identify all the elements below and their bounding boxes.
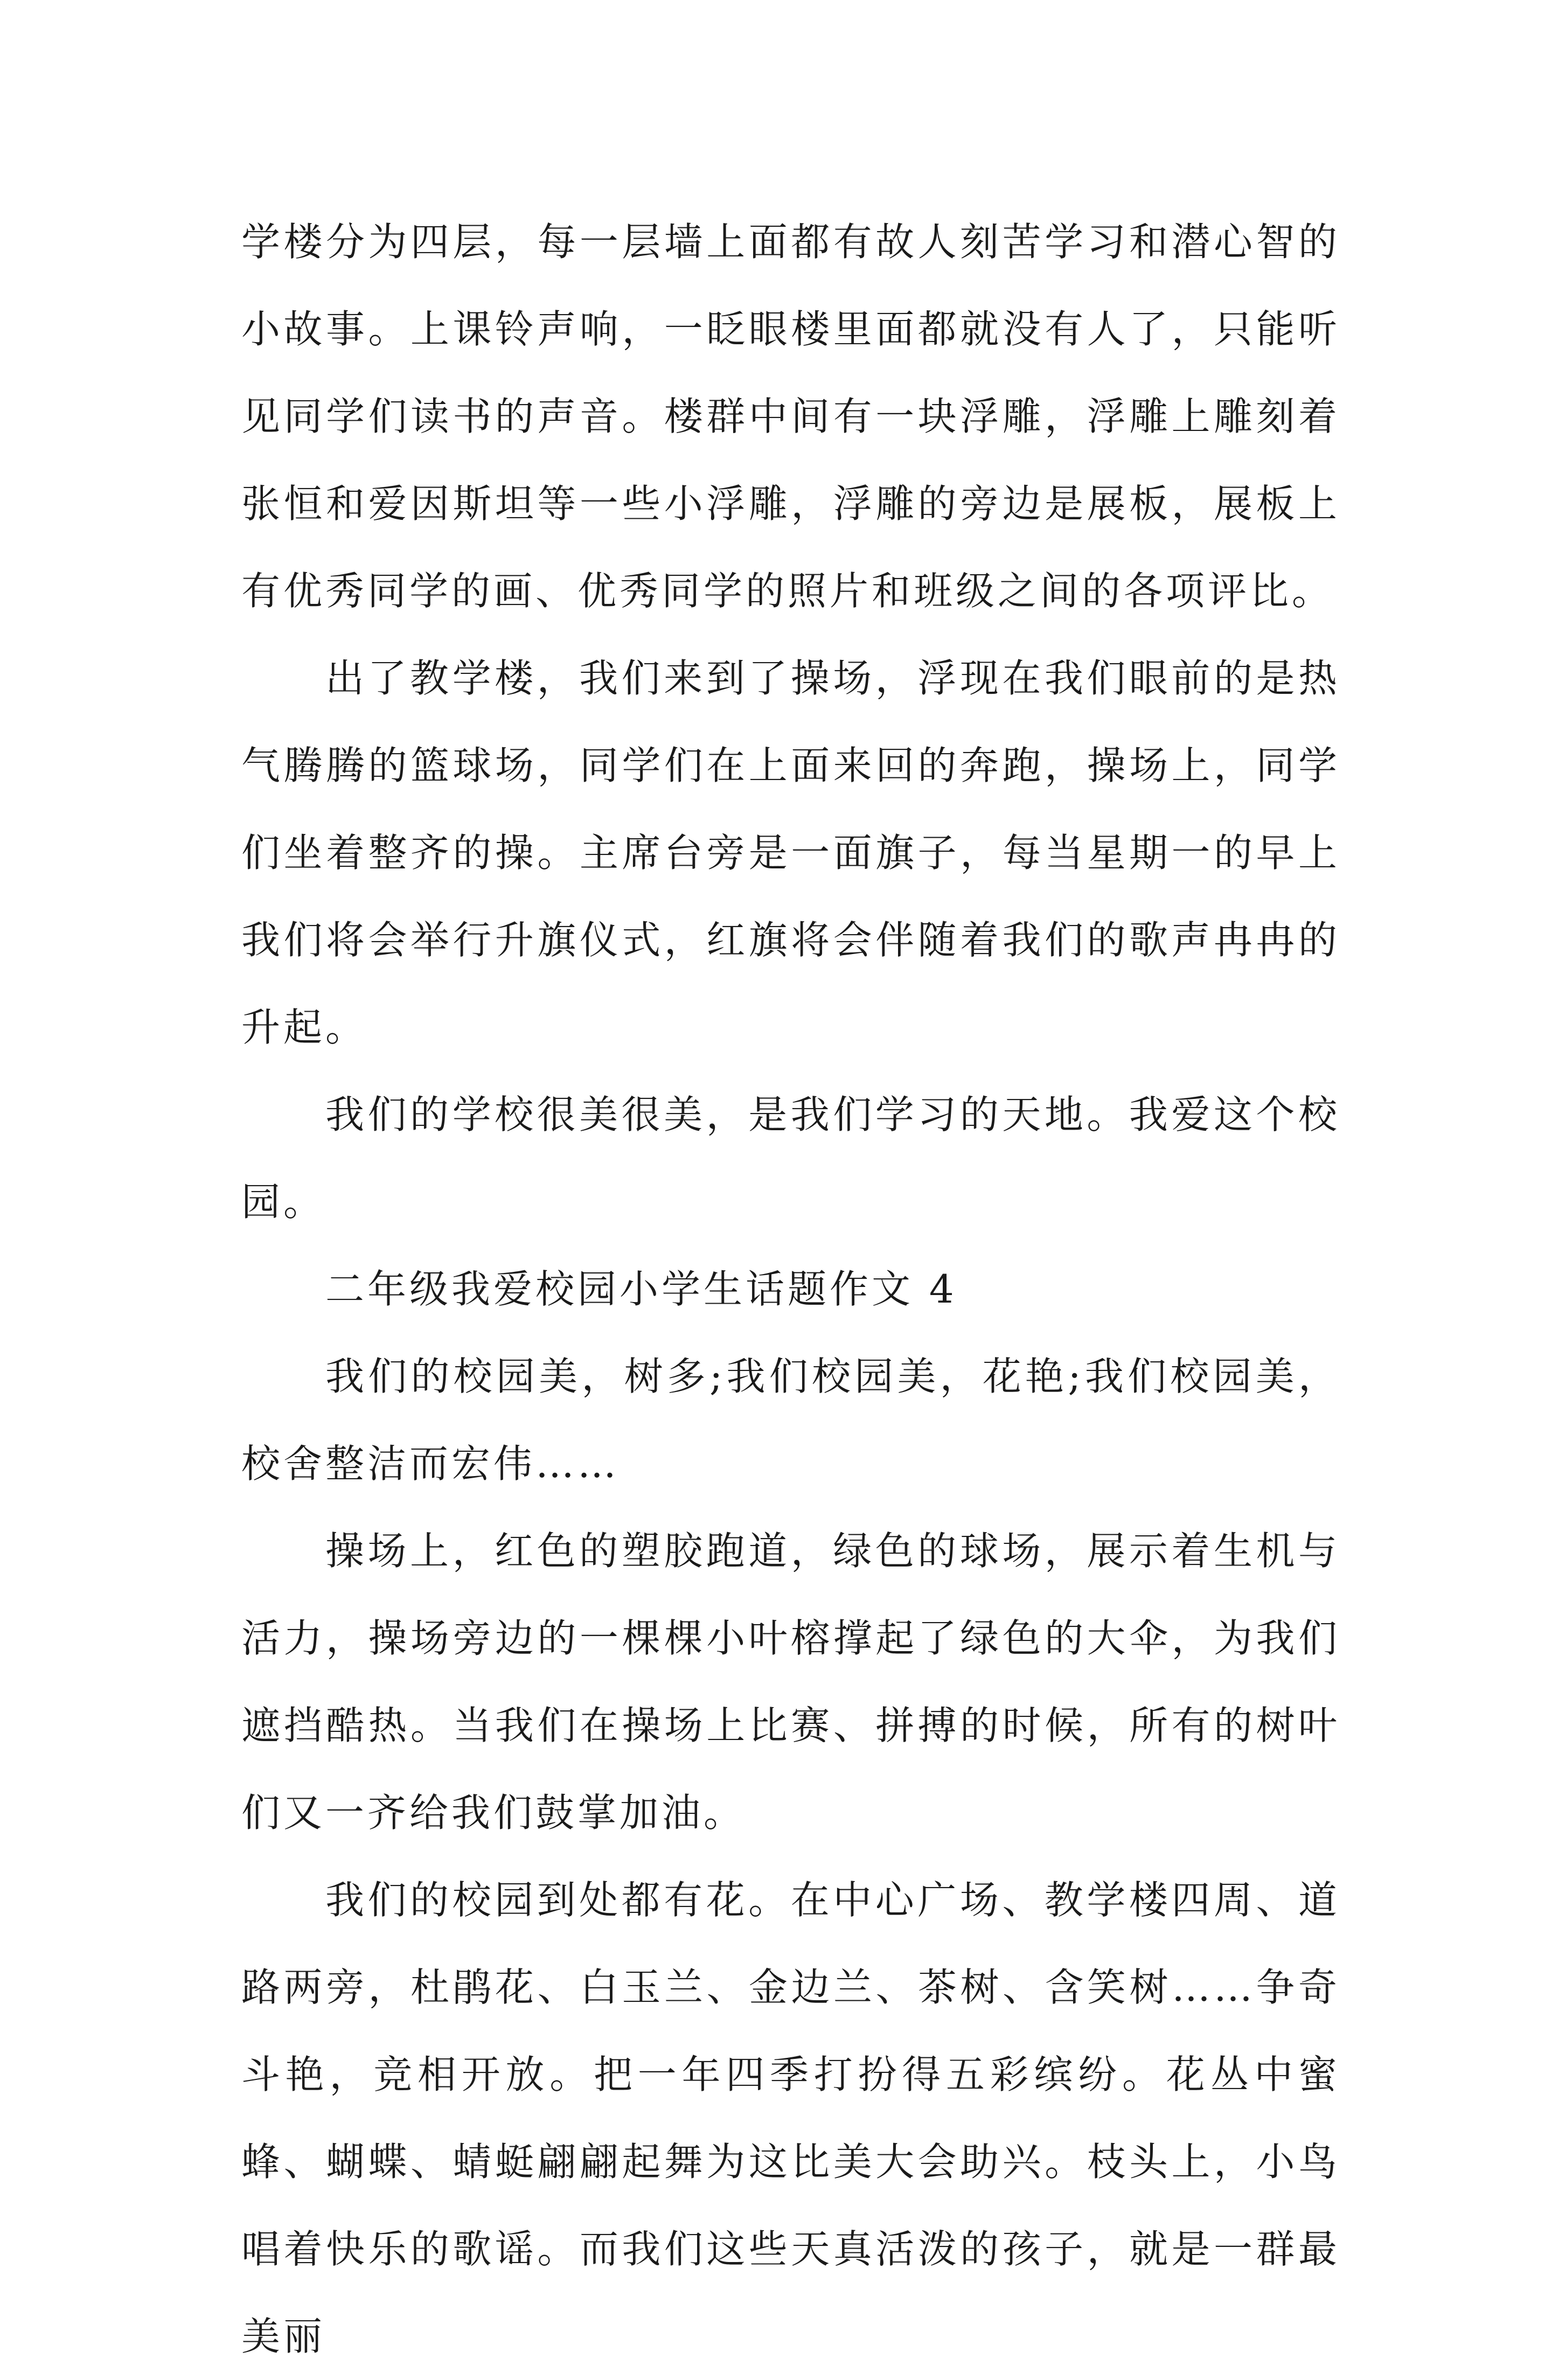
paragraph-playground: 出了教学楼，我们来到了操场，浮现在我们眼前的是热气腾腾的篮球场，同学们在上面来回的奔跑，操场上，同学们坐着整齐的操。主席台旁是一面旗子，每当星期一的早上我们将会举行升旗仪式，红旗将会伴随着我们的歌声冉冉的升起。 [241, 656, 1340, 1050]
paragraph-school-building: 学楼分为四层，每一层墙上面都有故人刻苦学习和潜心智的小故事。上课铃声响，一眨眼楼里面都就没有人了，只能听见同学们读书的声音。楼群中间有一块浮雕，浮雕上雕刻着张恒和爱因斯坦等一些小浮雕，浮雕的旁边是展板，展板上有优秀同学的画、优秀同学的照片和班级之间的各项评比。 [241, 219, 1340, 614]
document-body [241, 198, 1340, 2380]
paragraph-love-campus: 我们的学校很美很美，是我们学习的天地。我爱这个校园。 [241, 1092, 1340, 1224]
essay-heading: 二年级我爱校园小学生话题作文 4 [325, 1266, 957, 1312]
paragraph-flowers: 我们的校园到处都有花。在中心广场、教学楼四周、道路两旁，杜鹃花、白玉兰、金边兰、茶树、含笑树……争奇斗艳，竞相开放。把一年四季打扮得五彩缤纷。花丛中蜜蜂、蝴蝶、蜻蜓翩翩起舞为这比美大会助兴。枝头上，小鸟唱着快乐的歌谣。而我们这些天真活泼的孩子，就是一群最美丽 [241, 1877, 1340, 2359]
paragraph-track-field: 操场上，红色的塑胶跑道，绿色的球场，展示着生机与活力，操场旁边的一棵棵小叶榕撑起了绿色的大伞，为我们遮挡酷热。当我们在操场上比赛、拼搏的时候，所有的树叶们又一齐给我们鼓掌加油。 [241, 1528, 1340, 1835]
paragraph-campus-beauty: 我们的校园美，树多;我们校园美，花艳;我们校园美，校舍整洁而宏伟…… [241, 1354, 1340, 1486]
